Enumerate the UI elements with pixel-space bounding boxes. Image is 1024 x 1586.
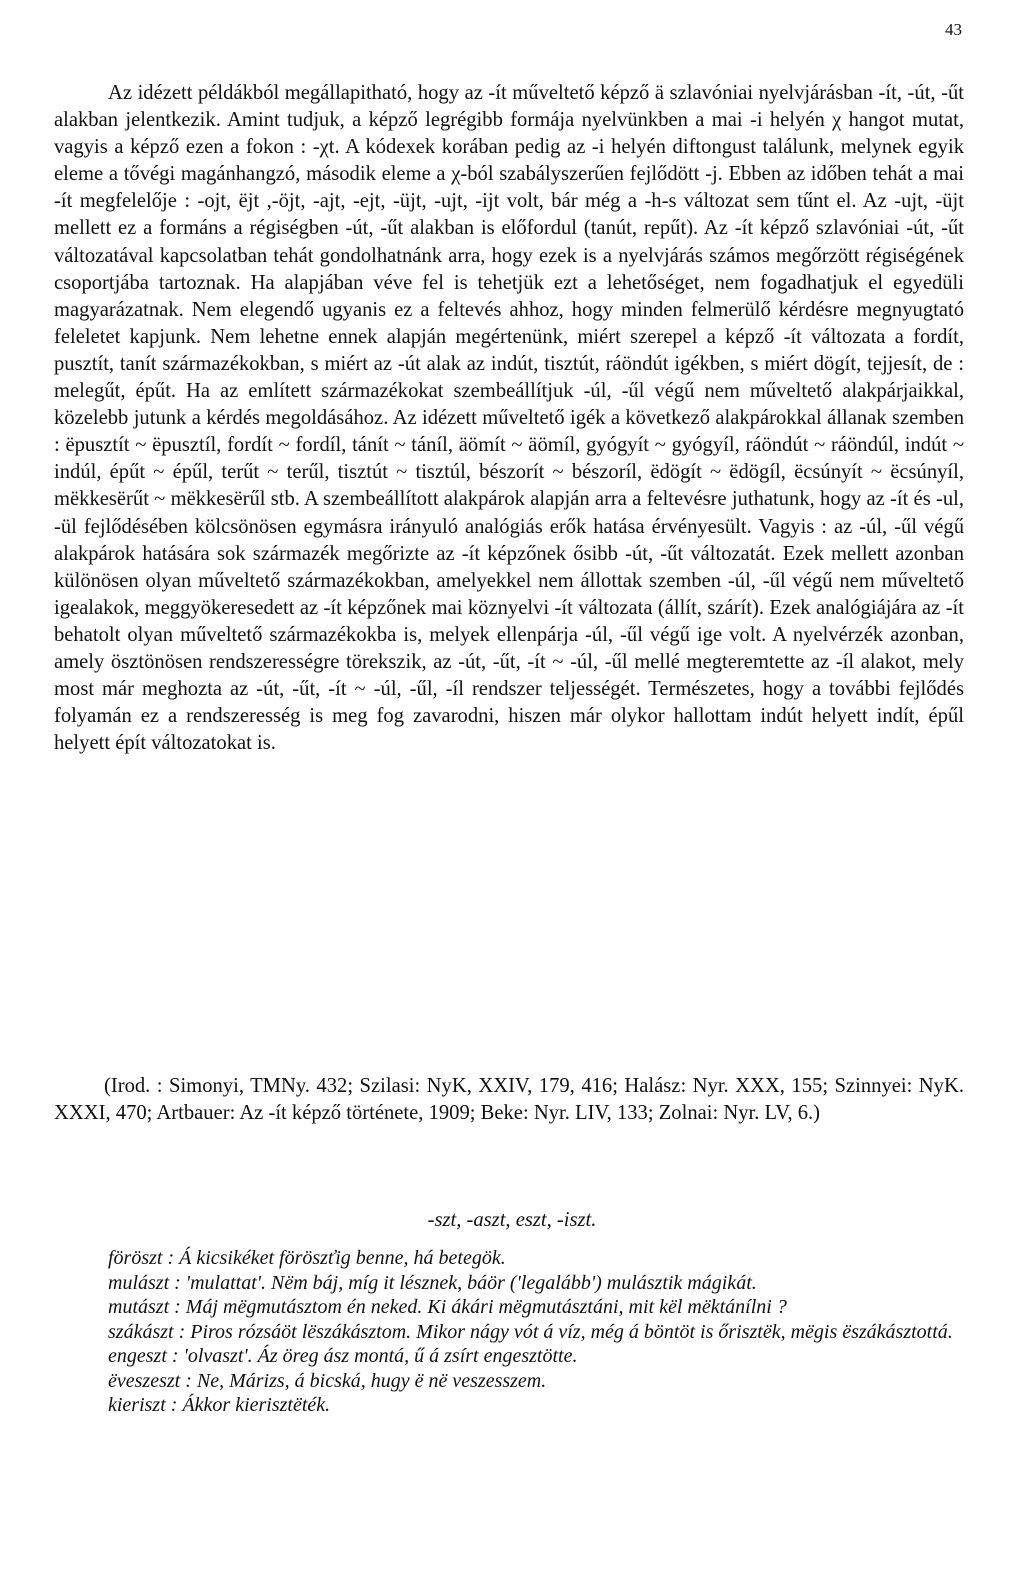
example-headword: föröszt : [108,1247,175,1269]
references-paragraph: (Irod. : Simonyi, TMNy. 432; Szilasi: NyK, XXIV, 179, 416; Halász: Nyr. XXX, 155; Szinnyei: NyK. XXXI, 470; Artbauer: Az -ít képző története, 1909; Beke: Nyr. LIV, 133; Zolnai: Nyr. LV, 6.) [54,1075,964,1125]
example-text: Ákkor kierisztëték. [182,1394,331,1416]
main-paragraph: Az idézett példákból megállapitható, hogy az -ít műveltető képző ä szlavóniai nyelvjárásban -ít, -út, -űt alakban jelentkezik. Amint tudjuk, a képző legrégibb formája nyelvünkben a mai -i helyén χ hangot mutat, vagyis a képző ezen a fokon : -χt. A kódexek korában pedig az -i helyén diftongust találunk, melynek egyik eleme a tővégi magánhangzó, második eleme a χ-ból szabályszerűen fejlődött -j. Ebben az időben tehát a mai -ít megfelelője : -ojt, ëjt ,-öjt, -ajt, -ejt, -üjt, -ujt, -ijt volt, bár még a -h-s változat sem tűnt el. Az -ujt, -üjt mellett ez a formáns a régiségben -út, -űt alakban is előfordul (tanút, repűt). Az -ít képző szlavóniai -út, -űt változatával kapcsolatban tehát gondolhatnánk arra, hogy ezek is a nyelvjárás számos megőrzött régiségének csoportjába tartoznak. Ha alapjában véve fel is tehetjük ezt a lehetőséget, nem fogadhatjuk el egyedüli magyarázatnak. Nem elegendő ugyanis ez a feltevés ahhoz, hogy minden felmerülő kérdésre megnyugtató feleletet kapjunk. Nem lehetne ennek alapján megértenünk, miért szerepel a képző -ít változata a fordít, pusztít, tanít származékokban, s miért az -út alak az indút, tisztút, ráöndút igékben, s miért dögít, tejjesít, de : melegűt, épűt. Ha az említett származékokat szembeállítjuk -úl, -űl végű nem műveltető alakpárjaikkal, közelebb jutunk a kérdés megoldásához. Az idézett műveltető igék a következő alakpárokkal állanak szemben : ëpusztít ~ ëpusztíl, fordít ~ fordíl, tánít ~ táníl, äömít ~ äömíl, gyógyít ~ gyógyíl, ráöndút ~ ráöndúl, indút ~ indúl, épűt ~ épűl, terűt ~ terűl, tisztút ~ tisztúl, bészorít ~ bészoríl, ëdögít ~ ëdögíl, ëcsúnyít ~ ëcsúnyíl, mëkkesërűt ~ mëkkesërűl stb. A szembeállított alakpárok alapján arra a feltevésre juthatunk, hogy az -ít és -ul, -ül fejlődésében kölcsönösen egymásra irányuló analógiás erők hatása érvényesült. Vagyis : az -úl, -űl végű alakpárok hatására sok származék megőrizte az -ít képzőnek ősibb -út, -űt változatát. Ezek mellett azonban különösen olyan műveltető származékokban, amelyekkel nem állottak szemben -úl, -űl végű nem műveltető igealakok, meggyökeresedett az -ít képzőnek mai köznyelvi -ít változata (állít, szárít). Ezek analógiájára az -ít behatolt olyan műveltető származékokba is, melyek ellenpárja -úl, -űl végű ige volt. A nyelvérzék azonban, amely ösztönösen rendszerességre törekszik, az -út, -űt, -ít ~ -úl, -űl mellé megteremtette az -íl alakot, mely most már meghozta az -út, -űt, -ít ~ -úl, -űl, -íl rendszer teljességét. Természetes, hogy a további fejlődés folyamán ez a rendszeresség is meg fog zavarodni, hiszen már olykor hallottam indút helyett indít, épűl helyett épít változatokat is. [54,82,964,755]
example-entry [54,1393,964,1418]
references-block [54,1073,964,1127]
example-headword: mutászt : [108,1296,181,1318]
example-text: Máj mëgmutásztom én neked. Ki ákári mëgmutásztáni, mit kël mëktánílni ? [185,1296,787,1318]
example-headword: mulászt : [108,1271,181,1294]
main-text-block [54,80,964,757]
example-text: Piros rózsáöt lëszákásztom. Mikor nágy vót á víz, még á böntöt is őrisztëk, mëgis ëszákásztottá. [190,1320,953,1343]
example-entry [54,1246,964,1271]
example-entry [54,1344,964,1369]
examples-list [54,1246,964,1418]
page-number: 43 [945,20,962,39]
example-text: 'olvaszt'. Áz öreg ász montá, ű á zsírt engesztötte. [183,1345,578,1367]
example-headword: engeszt : [108,1345,179,1367]
example-entry [54,1369,964,1394]
example-entry [54,1271,964,1296]
example-headword: szákászt : [108,1320,186,1343]
example-text: 'mulattat'. Nëm báj, míg it lésznek, báör ('legalább') mulásztik mágikát. [185,1271,757,1294]
example-text: Á kicsikéket föröszťig benne, há betegök. [179,1247,506,1269]
example-headword: kieriszt : [108,1394,178,1416]
suffix-heading: -szt, -aszt, eszt, -iszt. [427,1209,597,1231]
example-headword: ëveszeszt : [108,1369,192,1392]
example-text: Ne, Márizs, á bicská, hugy ë në veszesszem. [196,1369,547,1392]
example-entry [54,1295,964,1320]
example-entry [54,1320,964,1345]
